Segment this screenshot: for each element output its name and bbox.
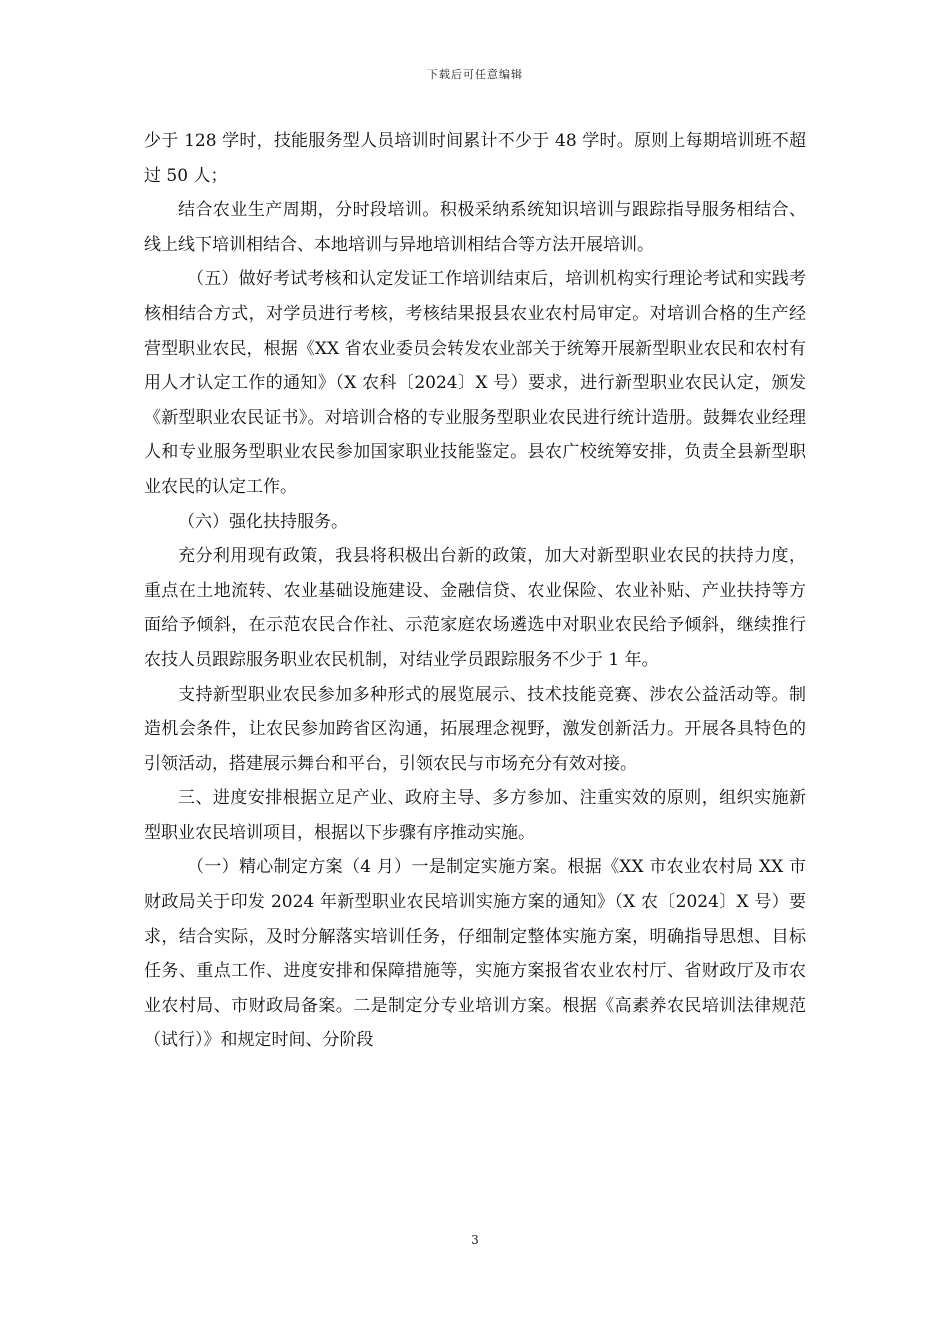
paragraph-5: 充分利用现有政策，我县将积极出台新的政策，加大对新型职业农民的扶持力度，重点在土地流转、农业基础设施建设、金融信贷、农业保险、农业补贴、产业扶持等方面给予倾斜，在示范农民合作社、示范家庭农场遴选中对职业农民给予倾斜，继续推行农技人员跟踪服务职业农民机制，对结业学员跟踪服务不少于 1 年。: [144, 546, 806, 670]
paragraph-1: 少于 128 学时，技能服务型人员培训时间累计不少于 48 学时。原则上每期培训班不超过 50 人；: [144, 131, 806, 186]
paragraph-2: 结合农业生产周期，分时段培训。积极采纳系统知识培训与跟踪指导服务相结合、线上线下培训相结合、本地培训与异地培训相结合等方法开展培训。: [144, 200, 806, 255]
paragraph-3: （五）做好考试考核和认定发证工作培训结束后，培训机构实行理论考试和实践考核相结合方式，对学员进行考核，考核结果报县农业农村局审定。对培训合格的生产经营型职业农民，根据《XX 省农业委员会转发农业部关于统筹开展新型职业农民和农村有用人才认定工作的通知》（X 农科〔2024〕X 号）要求，进行新型职业农民认定，颁发《新型职业农民证书》。对培训合格的专业服务型职业农民进行统计造册。鼓舞农业经理人和专业服务型职业农民参加国家职业技能鉴定。县农广校统筹安排，负责全县新型职业农民的认定工作。: [144, 269, 806, 497]
page-header: 下载后可任意编辑: [427, 68, 523, 81]
paragraph-6: 支持新型职业农民参加多种形式的展览展示、技术技能竞赛、涉农公益活动等。制造机会条件，让农民参加跨省区沟通，拓展理念视野，激发创新活力。开展各具特色的引领活动，搭建展示舞台和平台，引领农民与市场充分有效对接。: [144, 684, 806, 774]
paragraph-8: （一）精心制定方案（4 月）一是制定实施方案。根据《XX 市农业农村局 XX 市财政局关于印发 2024 年新型职业农民培训实施方案的通知》（X 农〔2024〕X 号）要求，结合实际，及时分解落实培训任务，仔细制定整体实施方案，明确指导思想、目标任务、重点工作、进度安排和保障措施等，实施方案报省农业农村厅、省财政厅及市农业农村局、市财政局备案。二是制定分专业培训方案。根据《高素养农民培训法律规范（试行）》和规定时间、分阶段: [144, 857, 806, 1051]
paragraph-4: （六）强化扶持服务。: [178, 511, 348, 532]
paragraph-7: 三、进度安排根据立足产业、政府主导、多方参加、注重实效的原则，组织实施新型职业农民培训项目，根据以下步骤有序推动实施。: [144, 788, 806, 843]
document-body: [144, 124, 806, 1058]
page-number: 3: [471, 1233, 479, 1247]
